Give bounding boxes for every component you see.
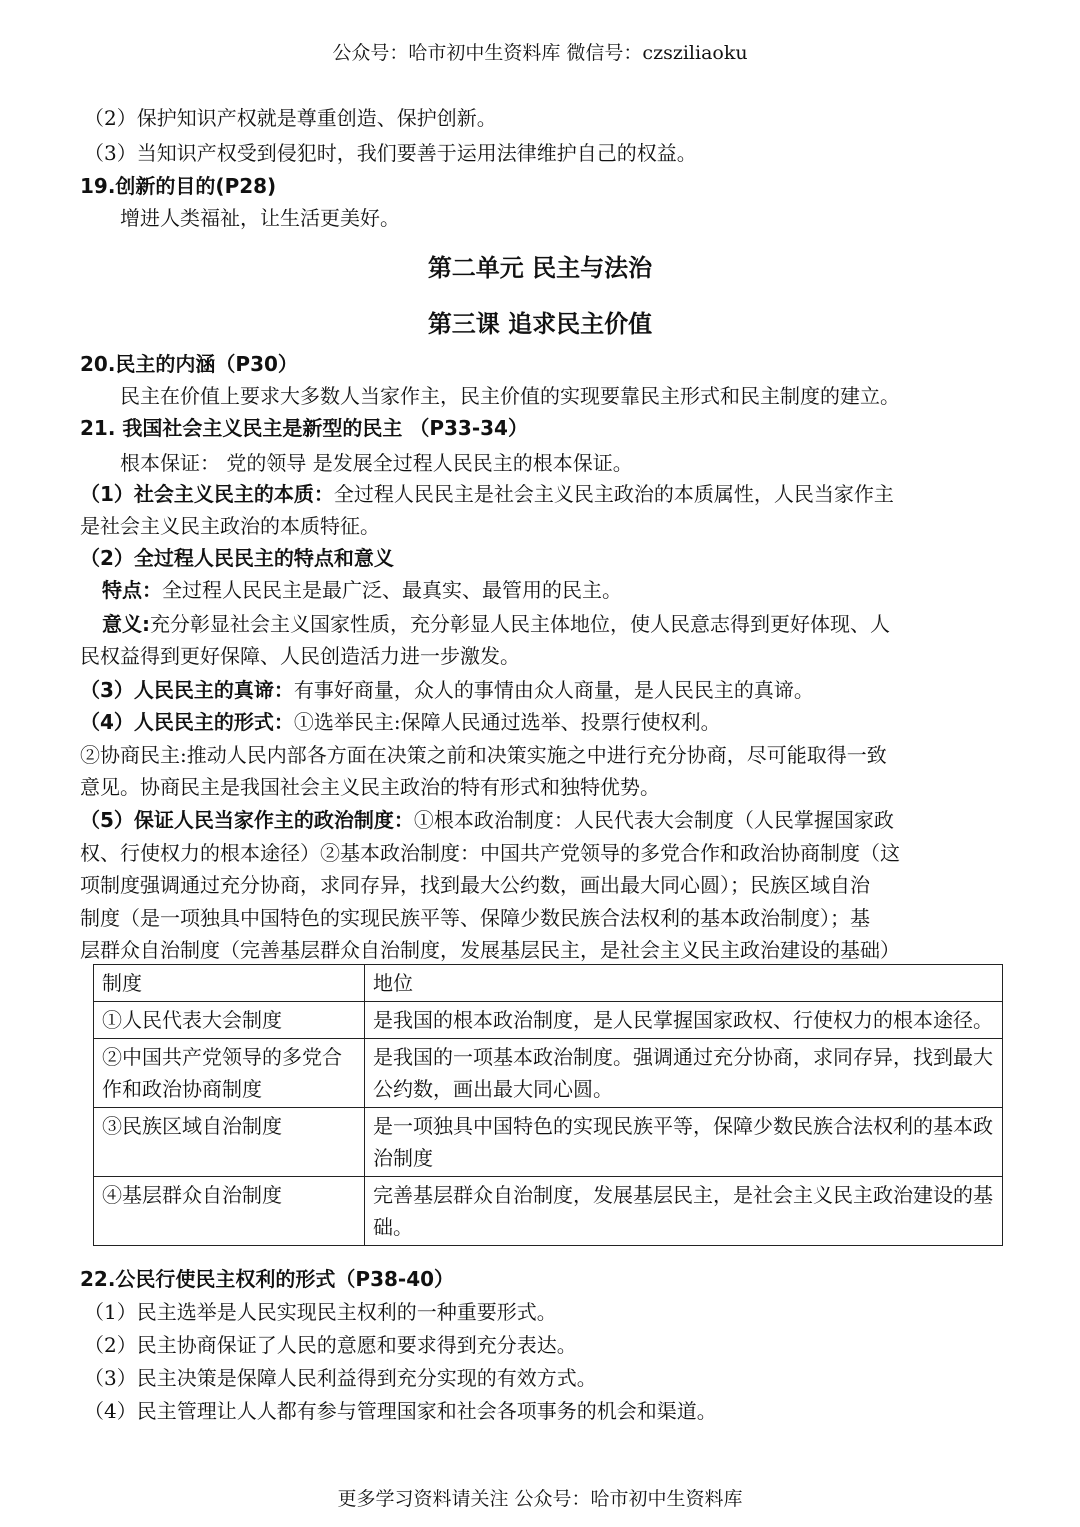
- table-cell-status: 完善基层群众自治制度，发展基层民主，是社会主义民主政治建设的基础。: [365, 1177, 1003, 1246]
- significance-label: 意义:: [102, 612, 150, 636]
- political-system-table: [93, 964, 1003, 1246]
- q21-p3-text: 有事好商量，众人的事情由众人商量，是人民民主的真谛。: [293, 678, 814, 702]
- ip-item-2: （2）保护知识产权就是尊重创造、保护创新。: [84, 106, 497, 130]
- q21-p4-text: ①选举民主:保障人民通过选举、投票行使权利。: [293, 710, 721, 734]
- q22-item-4: （4）民主管理让人人都有参与管理国家和社会各项事务的机会和渠道。: [84, 1399, 717, 1423]
- table-cell-system: ①人民代表大会制度: [94, 1002, 365, 1039]
- significance-text: 充分彰显社会主义国家性质，充分彰显人民主体地位，使人民意志得到更好体现、人: [150, 612, 890, 636]
- q21-basic: 根本保证： 党的领导 是发展全过程人民民主的根本保证。: [120, 451, 633, 475]
- q22-item-2: （2）民主协商保证了人民的意愿和要求得到充分表达。: [84, 1333, 577, 1357]
- q21-title: 21. 我国社会主义民主是新型的民主 （P33-34）: [80, 416, 528, 440]
- q21-p3-label: （3）人民民主的真谛：: [80, 678, 294, 702]
- q21-p1-text: 全过程人民民主是社会主义民主政治的本质属性，人民当家作主: [333, 482, 894, 506]
- page-header: 公众号：哈市初中生资料库 微信号：czsziliaoku: [332, 42, 748, 64]
- q19-text: 增进人类福祉，让生活更美好。: [120, 206, 400, 230]
- ip-item-3: （3）当知识产权受到侵犯时，我们要善于运用法律维护自己的权益。: [84, 141, 697, 165]
- q21-p4-line3: 意见。协商民主是我国社会主义民主政治的特有形式和独特优势。: [80, 775, 660, 799]
- q21-p4: [80, 708, 721, 736]
- table-header-status: 地位: [365, 965, 1003, 1002]
- q21-p2-label: （2）全过程人民民主的特点和意义: [80, 546, 394, 570]
- table-row: [94, 1177, 1003, 1246]
- q21-p5-text: ①根本政治制度：人民代表大会制度（人民掌握国家政: [413, 808, 894, 832]
- q20-title: 20.民主的内涵（P30）: [80, 352, 298, 376]
- q21-p5-line2: 权、行使权力的根本途径）②基本政治制度：中国共产党领导的多党合作和政治协商制度（这: [80, 841, 900, 865]
- table-cell-status: 是一项独具中国特色的实现民族平等，保障少数民族合法权利的基本政治制度: [365, 1108, 1003, 1177]
- unit-title: 第二单元 民主与法治: [427, 254, 653, 282]
- q21-p5-line3: 项制度强调通过充分协商，求同存异，找到最大公约数，画出最大同心圆）；民族区域自治: [80, 873, 870, 897]
- q22-title: 22.公民行使民主权利的形式（P38-40）: [80, 1267, 455, 1291]
- table-header-row: [94, 965, 1003, 1002]
- table-row: [94, 1002, 1003, 1039]
- q19-title: 19.创新的目的(P28): [80, 174, 277, 198]
- table-cell-system: ④基层群众自治制度: [94, 1177, 365, 1246]
- q21-p5-line4: 制度（是一项独具中国特色的实现民族平等、保障少数民族合法权利的基本政治制度）；基: [80, 906, 870, 930]
- q21-p5-line5: 层群众自治制度（完善基层群众自治制度，发展基层民主，是社会主义民主政治建设的基础）: [80, 938, 900, 962]
- q21-significance: [102, 610, 890, 638]
- page-footer: 更多学习资料请关注 公众号：哈市初中生资料库: [337, 1488, 743, 1510]
- q20-text: 民主在价值上要求大多数人当家作主，民主价值的实现要靠民主形式和民主制度的建立。: [120, 384, 900, 408]
- table-cell-system: ②中国共产党领导的多党合作和政治协商制度: [94, 1039, 365, 1108]
- table-row: [94, 1039, 1003, 1108]
- q21-significance-cont: 民权益得到更好保障、人民创造活力进一步激发。: [80, 644, 520, 668]
- q22-item-1: （1）民主选举是人民实现民主权利的一种重要形式。: [84, 1300, 557, 1324]
- q21-p4-line2: ②协商民主:推动人民内部各方面在决策之前和决策实施之中进行充分协商，尽可能取得一致: [80, 743, 887, 767]
- q21-p1: [80, 480, 894, 508]
- q21-p1-label: （1）社会主义民主的本质：: [80, 482, 334, 506]
- q21-p5-label: （5）保证人民当家作主的政治制度：: [80, 808, 414, 832]
- q21-p4-label: （4）人民民主的形式：: [80, 710, 294, 734]
- q21-p1-cont: 是社会主义民主政治的本质特征。: [80, 514, 380, 538]
- table-cell-status: 是我国的一项基本政治制度。强调通过充分协商，求同存异，找到最大公约数，画出最大同心圆。: [365, 1039, 1003, 1108]
- table-cell-status: 是我国的根本政治制度，是人民掌握国家政权、行使权力的根本途径。: [365, 1002, 1003, 1039]
- q21-p3: [80, 676, 814, 704]
- feature-text: 全过程人民民主是最广泛、最真实、最管用的民主。: [162, 578, 622, 602]
- lesson-title: 第三课 追求民主价值: [427, 310, 653, 338]
- q21-p5: [80, 806, 894, 834]
- table-row: [94, 1108, 1003, 1177]
- table-header-system: 制度: [94, 965, 365, 1002]
- q21-feature: [102, 576, 622, 604]
- feature-label: 特点：: [102, 578, 162, 602]
- q22-item-3: （3）民主决策是保障人民利益得到充分实现的有效方式。: [84, 1366, 597, 1390]
- table-cell-system: ③民族区域自治制度: [94, 1108, 365, 1177]
